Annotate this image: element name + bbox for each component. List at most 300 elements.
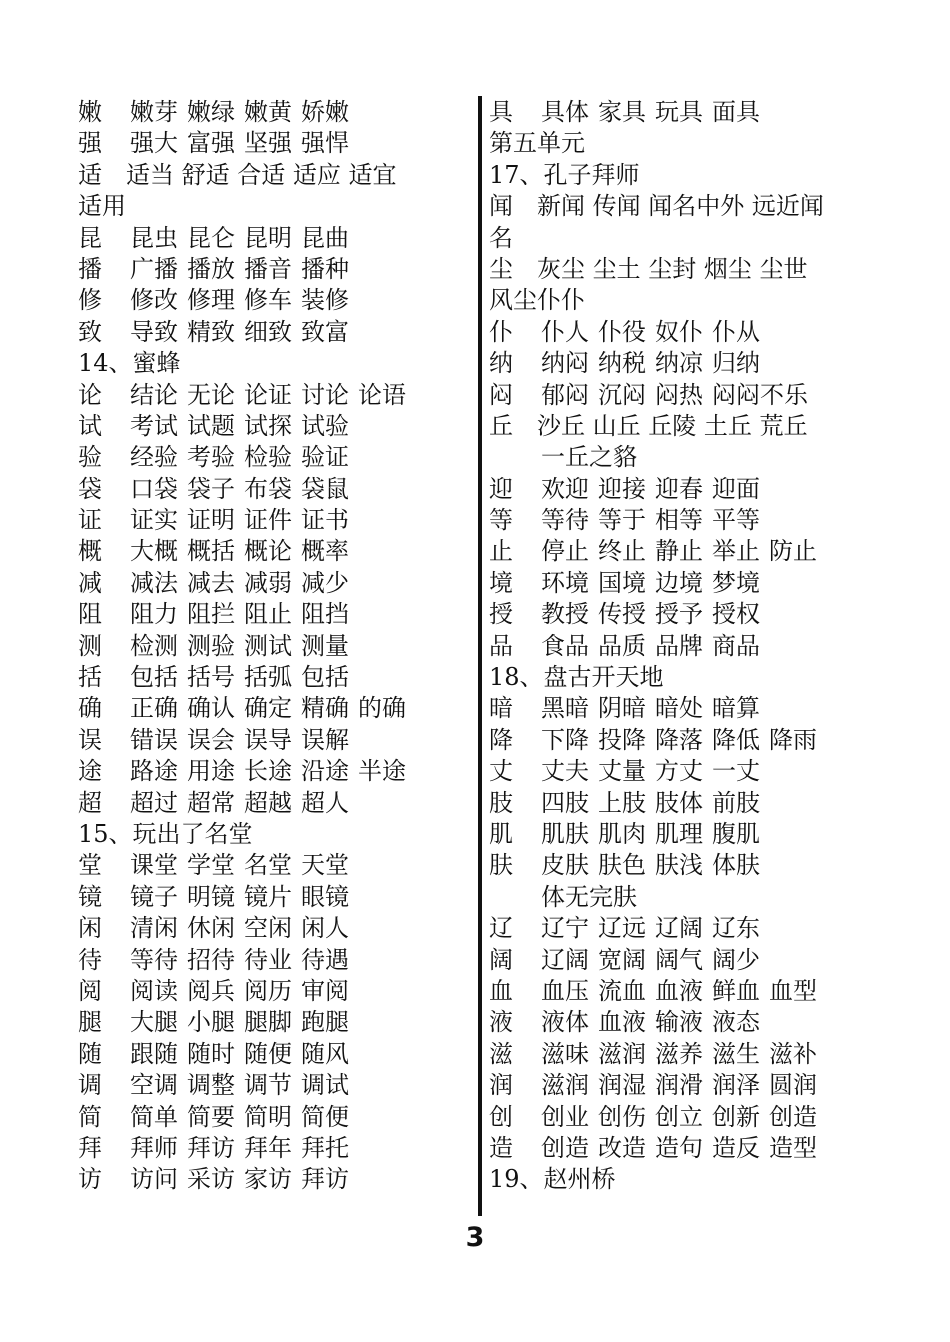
compound-word: 肌肉 [598,819,646,848]
compound-word: 测验 [187,631,235,660]
compound-word: 昆明 [244,223,292,252]
head-character: 仆 [489,317,513,346]
compound-word: 访问 [130,1165,178,1194]
head-character: 腿 [78,1008,102,1037]
compound-word: 滋润 [598,1039,646,1068]
compound-word: 嫩芽 [130,98,178,126]
compound-word: 误解 [301,725,349,754]
vocab-entry [489,913,889,944]
compound-word: 皮肤 [541,851,589,880]
head-character: 简 [78,1102,102,1131]
compound-word: 血液 [655,976,703,1005]
compound-word: 课堂 [130,851,178,880]
compound-word: 等待 [541,506,589,535]
compound-word: 论语 [358,380,406,409]
compound-word: 试题 [187,411,235,440]
compound-word: 阴暗 [598,694,646,723]
compound-word: 黑暗 [541,694,589,723]
vocab-entry [489,317,889,348]
compound-word: 证书 [301,506,349,535]
compound-word: 富强 [187,129,235,158]
head-character: 阻 [78,600,102,629]
vocab-entry [489,693,889,724]
head-character: 播 [78,254,102,283]
compound-word: 沿途 [301,757,349,786]
compound-word: 辽阔 [541,945,589,974]
compound-word: 沉闷 [598,380,646,409]
head-character: 品 [489,631,513,660]
compound-word: 修改 [130,286,178,315]
compound-word: 明镜 [187,882,235,911]
compound-word: 仆从 [712,317,760,346]
text-line [489,128,889,159]
vocab-entry [489,631,889,662]
compound-word: 空闲 [244,914,292,943]
compound-word: 修理 [187,286,235,315]
vocab-entry [489,1070,889,1101]
compound-word: 娇嫩 [301,98,349,126]
compound-word: 降低 [712,725,760,754]
compound-word: 迎面 [712,474,760,503]
compound-word: 跑腿 [301,1008,349,1037]
vocab-entry [78,1070,473,1101]
compound-word: 正确 [130,694,178,723]
compound-word: 测试 [244,631,292,660]
compound-word: 检测 [130,631,178,660]
compound-word: 家具 [598,98,646,126]
text-line [489,160,889,191]
line-text: 15、玩出了名堂 [78,819,253,848]
compound-word: 玩具 [655,98,703,126]
vocab-entry [489,725,889,756]
compound-word: 布袋 [244,474,292,503]
right-column [489,97,889,1196]
vocab-entry [489,1007,889,1038]
vocab-entry [78,976,473,1007]
compound-word: 创造 [541,1133,589,1162]
compound-word: 用途 [187,757,235,786]
compound-word: 投降 [598,725,646,754]
head-character: 降 [489,725,513,754]
line-text: 19、赵州桥 [489,1165,616,1194]
compound-word: 袋子 [187,474,235,503]
compound-word: 平等 [712,506,760,535]
compound-word: 修车 [244,286,292,315]
compound-word: 精致 [187,317,235,346]
head-character: 误 [78,725,102,754]
head-character: 阔 [489,945,513,974]
compound-word: 嫩黄 [244,98,292,126]
compound-word: 简要 [187,1102,235,1131]
text-line [489,411,889,442]
compound-word: 检验 [244,443,292,472]
compound-word: 边境 [655,568,703,597]
compound-word: 概论 [244,537,292,566]
compound-word: 面具 [712,98,760,126]
line-text: 体无完肤 [541,882,637,911]
compound-word: 四肢 [541,788,589,817]
compound-word: 考验 [187,443,235,472]
head-character: 试 [78,411,102,440]
compound-word: 丈量 [598,757,646,786]
compound-word: 授权 [712,600,760,629]
compound-word: 致富 [301,317,349,346]
compound-word: 拜访 [187,1133,235,1162]
text-line [489,662,889,693]
vocab-entry [78,599,473,630]
head-character: 等 [489,506,513,535]
compound-word: 招待 [187,945,235,974]
compound-word: 创业 [541,1102,589,1131]
compound-word: 血型 [769,976,817,1005]
compound-word: 证实 [130,506,178,535]
compound-word: 跟随 [130,1039,178,1068]
head-character: 证 [78,506,102,535]
compound-word: 昆虫 [130,223,178,252]
head-character: 闷 [489,380,513,409]
compound-word: 简单 [130,1102,178,1131]
compound-word: 精确 [301,694,349,723]
compound-word: 纳税 [598,349,646,378]
vocab-entry [78,913,473,944]
head-character: 纳 [489,349,513,378]
vocab-entry [78,850,473,881]
head-character: 访 [78,1165,102,1194]
head-character: 丈 [489,757,513,786]
vocab-entry [78,536,473,567]
text-line [78,348,473,379]
head-character: 强 [78,129,102,158]
head-character: 致 [78,317,102,346]
compound-word: 昆仑 [187,223,235,252]
compound-word: 降雨 [769,725,817,754]
compound-word: 举止 [712,537,760,566]
head-character: 润 [489,1071,513,1100]
line-text: 尘 灰尘 尘土 尘封 烟尘 尘世 [489,254,808,283]
compound-word: 一丈 [712,757,760,786]
vocab-entry [78,1164,473,1195]
compound-word: 梦境 [712,568,760,597]
compound-word: 测量 [301,631,349,660]
compound-word: 拜师 [130,1133,178,1162]
compound-word: 误导 [244,725,292,754]
head-character: 境 [489,568,513,597]
vocab-entry [78,568,473,599]
compound-word: 上肢 [598,788,646,817]
compound-word: 长途 [244,757,292,786]
compound-word: 造型 [769,1133,817,1162]
compound-word: 验证 [301,443,349,472]
vocab-entry [489,945,889,976]
compound-word: 郁闷 [541,380,589,409]
compound-word: 辽宁 [541,914,589,943]
compound-word: 纳凉 [655,349,703,378]
compound-word: 归纳 [712,349,760,378]
compound-word: 待业 [244,945,292,974]
compound-word: 装修 [301,286,349,315]
vocab-entry [78,1039,473,1070]
compound-word: 强悍 [301,129,349,158]
compound-word: 播音 [244,254,292,283]
compound-word: 随风 [301,1039,349,1068]
vocab-entry [489,505,889,536]
compound-word: 证明 [187,506,235,535]
line-text: 丘 沙丘 山丘 丘陵 土丘 荒丘 [489,411,808,440]
line-text: 闻 新闻 传闻 闻名中外 远近闻 [489,192,824,221]
compound-word: 闲人 [301,914,349,943]
compound-word: 商品 [712,631,760,660]
text-line [489,1164,889,1195]
compound-word: 天堂 [301,851,349,880]
compound-word: 迎春 [655,474,703,503]
compound-word: 拜访 [301,1165,349,1194]
compound-word: 迎接 [598,474,646,503]
vocab-entry [78,254,473,285]
compound-word: 超人 [301,788,349,817]
compound-word: 暗处 [655,694,703,723]
compound-word: 阻拦 [187,600,235,629]
continuation-line [489,442,889,473]
compound-word: 腿脚 [244,1008,292,1037]
compound-word: 体肤 [712,851,760,880]
vocab-entry [78,882,473,913]
compound-word: 包括 [130,663,178,692]
head-character: 辽 [489,914,513,943]
compound-word: 滋味 [541,1039,589,1068]
compound-word: 创立 [655,1102,703,1131]
head-character: 授 [489,600,513,629]
head-character: 途 [78,757,102,786]
compound-word: 改造 [598,1133,646,1162]
compound-word: 液体 [541,1008,589,1037]
text-line [78,160,473,191]
compound-word: 眼镜 [301,882,349,911]
head-character: 嫩 [78,98,102,126]
head-character: 随 [78,1039,102,1068]
head-character: 验 [78,443,102,472]
line-text: 适 适当 舒适 合适 适应 适宜 [78,160,397,189]
compound-word: 等待 [130,945,178,974]
compound-word: 学堂 [187,851,235,880]
vocab-entry [78,223,473,254]
head-character: 括 [78,663,102,692]
head-character: 具 [489,98,513,126]
compound-word: 播放 [187,254,235,283]
compound-word: 辽阔 [655,914,703,943]
compound-word: 输液 [655,1008,703,1037]
compound-word: 调节 [244,1071,292,1100]
head-character: 待 [78,945,102,974]
vocab-entry [78,411,473,442]
head-character: 滋 [489,1039,513,1068]
compound-word: 滋生 [712,1039,760,1068]
compound-word: 品牌 [655,631,703,660]
compound-word: 肤色 [598,851,646,880]
compound-word: 播种 [301,254,349,283]
vocab-entry [78,1102,473,1133]
compound-word: 暗算 [712,694,760,723]
compound-word: 家访 [244,1165,292,1194]
head-character: 拜 [78,1133,102,1162]
compound-word: 创造 [769,1102,817,1131]
head-character: 确 [78,694,102,723]
line-text: 一丘之貉 [541,443,637,472]
compound-word: 前肢 [712,788,760,817]
head-character: 创 [489,1102,513,1131]
compound-word: 润滑 [655,1071,703,1100]
head-character: 肤 [489,851,513,880]
vocab-entry [78,128,473,159]
vocab-entry [489,819,889,850]
head-character: 调 [78,1071,102,1100]
compound-word: 国境 [598,568,646,597]
compound-word: 肌肤 [541,819,589,848]
compound-word: 论证 [244,380,292,409]
vocab-entry [78,756,473,787]
compound-word: 确认 [187,694,235,723]
compound-word: 大概 [130,537,178,566]
compound-word: 圆润 [769,1071,817,1100]
compound-word: 腹肌 [712,819,760,848]
head-character: 阅 [78,976,102,1005]
compound-word: 超过 [130,788,178,817]
compound-word: 经验 [130,443,178,472]
text-line [78,819,473,850]
compound-word: 调整 [187,1071,235,1100]
vocab-entry [78,97,473,128]
compound-word: 考试 [130,411,178,440]
compound-word: 随时 [187,1039,235,1068]
vocab-entry [489,976,889,1007]
compound-word: 阔少 [712,945,760,974]
vocab-entry [489,568,889,599]
compound-word: 概括 [187,537,235,566]
vocab-entry [489,599,889,630]
head-character: 超 [78,788,102,817]
line-text: 17、孔子拜师 [489,160,640,189]
compound-word: 随便 [244,1039,292,1068]
compound-word: 授予 [655,600,703,629]
compound-word: 阻挡 [301,600,349,629]
compound-word: 纳闷 [541,349,589,378]
compound-word: 仆役 [598,317,646,346]
compound-word: 休闲 [187,914,235,943]
left-column [78,97,473,1196]
compound-word: 食品 [541,631,589,660]
compound-word: 减去 [187,568,235,597]
compound-word: 降落 [655,725,703,754]
compound-word: 闷热 [655,380,703,409]
compound-word: 导致 [130,317,178,346]
vocab-entry [489,536,889,567]
vocab-entry [78,945,473,976]
compound-word: 无论 [187,380,235,409]
compound-word: 确定 [244,694,292,723]
vocab-entry [489,788,889,819]
compound-word: 镜片 [244,882,292,911]
compound-word: 括号 [187,663,235,692]
head-character: 修 [78,286,102,315]
compound-word: 肤浅 [655,851,703,880]
compound-word: 嫩绿 [187,98,235,126]
compound-word: 宽阔 [598,945,646,974]
compound-word: 肢体 [655,788,703,817]
compound-word: 拜年 [244,1133,292,1162]
vocab-entry [489,1102,889,1133]
head-character: 减 [78,568,102,597]
head-character: 闲 [78,914,102,943]
compound-word: 欢迎 [541,474,589,503]
compound-word: 阻止 [244,600,292,629]
head-character: 概 [78,537,102,566]
column-divider [478,96,482,1216]
line-text: 14、蜜蜂 [78,349,181,378]
compound-word: 错误 [130,725,178,754]
head-character: 血 [489,976,513,1005]
compound-word: 括弧 [244,663,292,692]
vocab-entry [78,442,473,473]
line-text: 风尘仆仆 [489,286,585,315]
compound-word: 袋鼠 [301,474,349,503]
compound-word: 概率 [301,537,349,566]
head-character: 暗 [489,694,513,723]
compound-word: 品质 [598,631,646,660]
compound-word: 闷闷不乐 [712,380,808,409]
line-text: 名 [489,223,513,252]
compound-word: 减少 [301,568,349,597]
vocab-entry [489,380,889,411]
compound-word: 创新 [712,1102,760,1131]
compound-word: 停止 [541,537,589,566]
head-character: 测 [78,631,102,660]
compound-word: 路途 [130,757,178,786]
compound-word: 广播 [130,254,178,283]
vocab-entry [489,850,889,881]
vocab-entry [78,474,473,505]
line-text: 第五单元 [489,129,585,158]
compound-word: 相等 [655,506,703,535]
compound-word: 创伤 [598,1102,646,1131]
compound-word: 结论 [130,380,178,409]
compound-word: 超常 [187,788,235,817]
compound-word: 辽东 [712,914,760,943]
vocab-entry [78,693,473,724]
compound-word: 滋润 [541,1071,589,1100]
compound-word: 教授 [541,600,589,629]
vocab-entry [78,631,473,662]
compound-word: 采访 [187,1165,235,1194]
compound-word: 口袋 [130,474,178,503]
compound-word: 阅读 [130,976,178,1005]
compound-word: 终止 [598,537,646,566]
text-line [489,223,889,254]
compound-word: 试验 [301,411,349,440]
compound-word: 具体 [541,98,589,126]
vocab-entry [78,1007,473,1038]
vocab-entry [489,474,889,505]
compound-word: 减弱 [244,568,292,597]
compound-word: 误会 [187,725,235,754]
head-character: 造 [489,1133,513,1162]
compound-word: 血压 [541,976,589,1005]
vocab-entry [489,1039,889,1070]
vocab-entry [489,756,889,787]
compound-word: 辽远 [598,914,646,943]
compound-word: 滋补 [769,1039,817,1068]
vocab-entry [489,348,889,379]
head-character: 论 [78,380,102,409]
compound-word: 减法 [130,568,178,597]
